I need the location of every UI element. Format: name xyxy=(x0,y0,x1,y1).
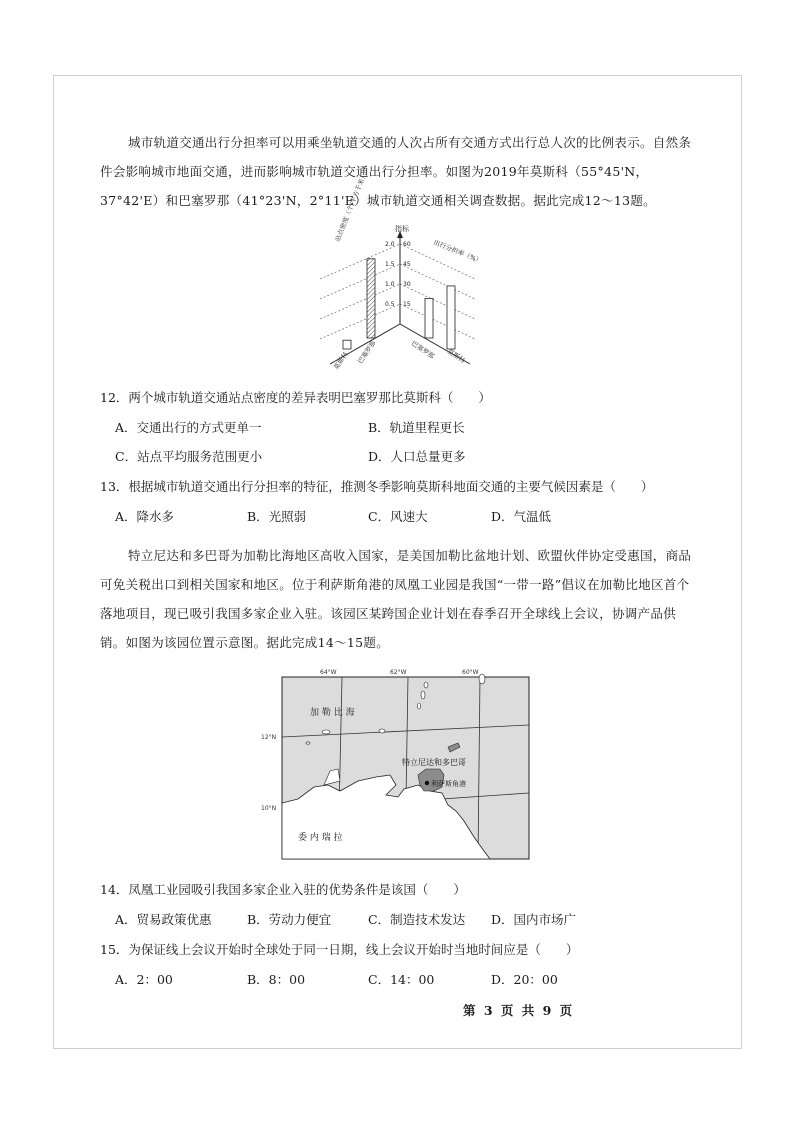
lon-label-62w: 62°W xyxy=(390,669,407,676)
q12-option-d[interactable]: D．人口总量更多 xyxy=(368,449,466,464)
right-ticks xyxy=(403,241,411,308)
q14-option-b[interactable]: B．劳动力便宜 xyxy=(247,912,332,927)
q15-option-d[interactable]: D．20：00 xyxy=(491,972,558,987)
q13-option-d[interactable]: D．气温低 xyxy=(491,509,552,524)
chart-top-label: 指标 xyxy=(395,225,409,233)
left-tick-label: 1.5 xyxy=(385,261,395,268)
right-tick-label: 60 xyxy=(403,241,411,248)
q14-option-a[interactable]: A．贸易政策优惠 xyxy=(115,912,212,927)
page-footer: 第 3 页 共 9 页 xyxy=(463,1003,575,1018)
left-tick-label: 2.0 xyxy=(385,241,395,248)
lat-label-10n: 10°N xyxy=(261,805,277,812)
right-tick-label: 45 xyxy=(403,261,411,268)
passage-2 xyxy=(100,541,700,657)
left-ticks xyxy=(385,241,395,308)
bars xyxy=(343,259,455,349)
right-tick-label: 15 xyxy=(403,301,411,308)
left-category-label: 莫斯科 xyxy=(332,350,350,372)
lon-label-60w: 60°W xyxy=(462,669,479,676)
lat-label-12n: 12°N xyxy=(261,734,277,741)
port-marker xyxy=(425,781,429,785)
passage-2-text: 特立尼达和多巴哥为加勒比海地区高收入国家，是美国加勒比盆地计划、欧盟伙伴协定受惠国，商品可免关税出口到相关国家和地区。位于利萨斯角港的凤凰工业园是我国“一带一路”倡议在加勒比地区首个落地项目，现已吸引我国多家企业入驻。该园区某跨国企业计划在春季召开全球线上会议，协调产品供销。如图为该园位置示意图。据此完成14～15题。 xyxy=(100,548,692,650)
q14-option-d[interactable]: D．国内市场广 xyxy=(491,912,577,927)
passage-1 xyxy=(100,128,700,215)
q14-stem: 14．凤凰工业园吸引我国多家企业入驻的优势条件是该国（ ） xyxy=(100,882,466,897)
sea-label: 加 勒 比 海 xyxy=(310,708,355,718)
q15-option-b[interactable]: B．8：00 xyxy=(247,972,306,987)
right-category-label: 莫斯科 xyxy=(445,347,467,365)
venezuela-label: 委 内 瑞 拉 xyxy=(298,833,343,843)
passage-1-text: 城市轨道交通出行分担率可以用乘坐轨道交通的人次占所有交通方式出行总人次的比例表示。自然条件会影响城市地面交通，进而影响城市轨道交通出行分担率。如图为2019年莫斯科（55°45'N，37°42'E）和巴塞罗那（41°23'N，2°11'E）城市轨道交通相关调查数据。据此完成12～13题。 xyxy=(100,135,692,208)
q12-option-a[interactable]: A．交通出行的方式更单一 xyxy=(115,420,262,435)
left-tick-label: 1.0 xyxy=(385,281,395,288)
lon-label-64w: 64°W xyxy=(320,669,337,676)
share-bar-moscow xyxy=(447,286,455,349)
left-category-label: 巴塞罗那 xyxy=(356,339,378,366)
right-legend xyxy=(432,238,483,266)
q12-option-c[interactable]: C．站点平均服务范围更小 xyxy=(115,449,263,464)
right-category-label: 巴塞罗那 xyxy=(409,339,436,361)
q15-stem: 15．为保证线上会议开始时全球处于同一日期，线上会议开始时当地时间应是（ ） xyxy=(100,942,579,957)
q15-option-a[interactable]: A．2：00 xyxy=(115,972,173,987)
q13-option-c[interactable]: C．风速大 xyxy=(368,509,428,524)
location-map xyxy=(261,665,534,860)
q15-option-c[interactable]: C．14：00 xyxy=(368,972,435,987)
q13-option-a[interactable]: A．降水多 xyxy=(115,509,175,524)
right-tick-label: 30 xyxy=(403,281,411,288)
density-bar-barcelona xyxy=(367,259,375,338)
q13-stem: 13．根据城市轨道交通出行分担率的特征，推测冬季影响莫斯科地面交通的主要气候因素是（ ） xyxy=(100,479,654,494)
share-bar-barcelona xyxy=(425,298,433,338)
left-tick-label: 0.5 xyxy=(385,301,395,308)
rail-transit-chart xyxy=(315,171,484,372)
q14-option-c[interactable]: C．制造技术发达 xyxy=(368,912,466,927)
q12-stem: 12．两个城市轨道交通站点密度的差异表明巴塞罗那比莫斯科（ ） xyxy=(100,390,491,405)
q13-option-b[interactable]: B．光照弱 xyxy=(247,509,307,524)
right-legend-text: 出行分担率（%） xyxy=(432,238,484,266)
left-legend-text: 站点密度（个/平方千米） xyxy=(333,171,369,243)
q12-option-b[interactable]: B．轨道里程更长 xyxy=(368,420,465,435)
port-label: 利萨斯角港 xyxy=(431,780,466,788)
country-label: 特立尼达和多巴哥 xyxy=(402,758,466,767)
density-bar-moscow xyxy=(343,340,351,349)
